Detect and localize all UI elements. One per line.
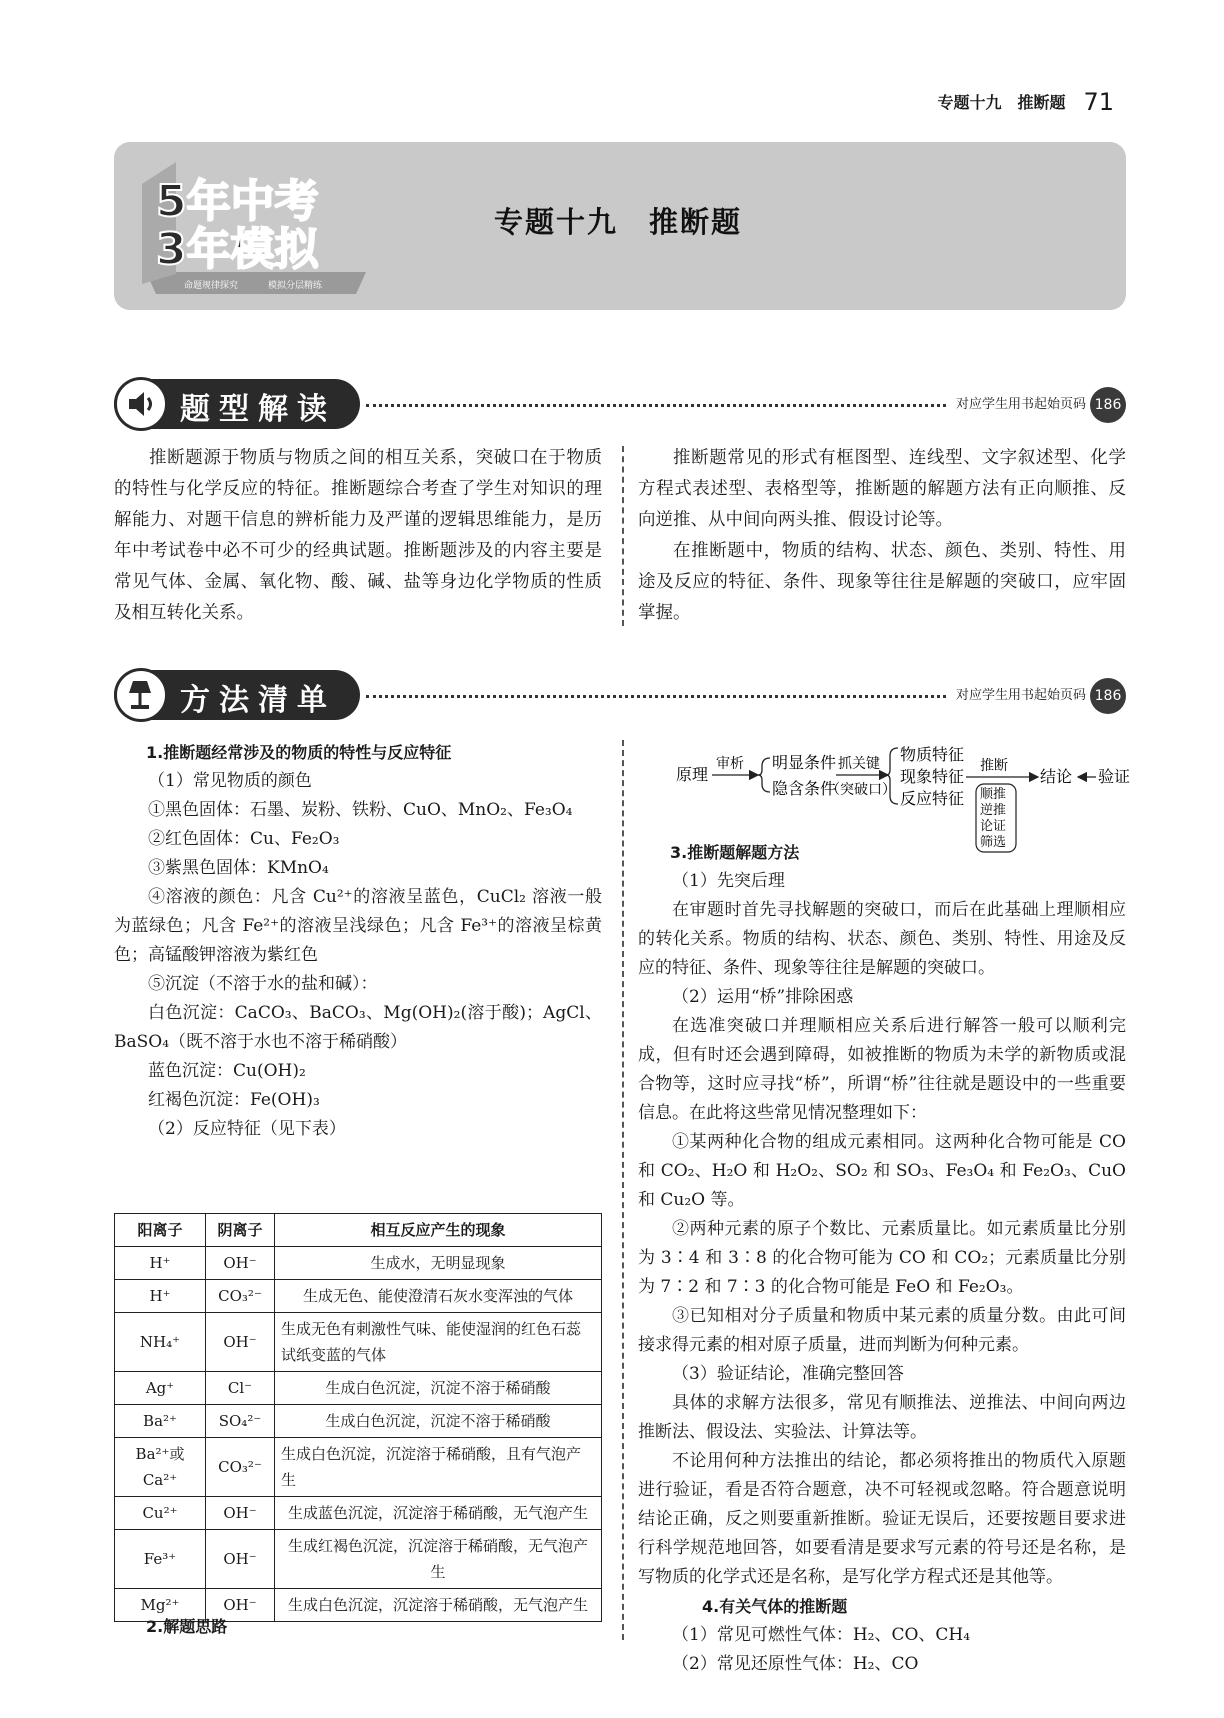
table-header-row bbox=[115, 1214, 602, 1247]
solution-colors: ④溶液的颜色：凡含 Cu²⁺的溶液呈蓝色，CuCl₂ 溶液一般为蓝绿色；凡含 Fe²⁺的溶液呈浅绿色；凡含 Fe³⁺的溶液呈棕黄色；高锰酸钾溶液为紫红色 bbox=[114, 887, 602, 965]
table-row bbox=[115, 1530, 602, 1589]
method-1-title: （1）先突后理 bbox=[672, 871, 785, 891]
phenomenon-cell: 生成水，无明显现象 bbox=[275, 1247, 602, 1280]
reducing-gases: （2）常见还原性气体：H₂、CO bbox=[672, 1654, 919, 1674]
flow-verify: 验证 bbox=[1098, 767, 1131, 786]
phenomenon-cell: 生成红褐色沉淀，沉淀溶于稀硝酸，无气泡产生 bbox=[275, 1530, 602, 1589]
phenomenon-cell: 生成白色沉淀，沉淀不溶于稀硝酸 bbox=[275, 1372, 602, 1405]
flow-feature-reaction: 反应特征 bbox=[900, 789, 965, 808]
phenomenon-cell: 生成蓝色沉淀，沉淀溶于稀硝酸，无气泡产生 bbox=[275, 1497, 602, 1530]
flow-method-screen: 筛选 bbox=[980, 835, 1007, 850]
purple-black-text: KMnO₄ bbox=[267, 858, 329, 878]
col-header-cation: 阳离子 bbox=[115, 1214, 206, 1247]
intro-left bbox=[114, 443, 602, 629]
cation-cell: Fe³⁺ bbox=[115, 1530, 206, 1589]
running-header bbox=[937, 86, 1114, 114]
cation-cell: Ag⁺ bbox=[115, 1372, 206, 1405]
white-precipitates: 白色沉淀：CaCO₃、BaCO₃、Mg(OH)₂(溶于酸)；AgCl、BaSO₄（既不溶于水也不溶于稀硝酸） bbox=[114, 1003, 602, 1052]
phenomenon-cell: 生成白色沉淀，沉淀不溶于稀硝酸 bbox=[275, 1405, 602, 1438]
phenomenon-cell: 生成白色沉淀，沉淀溶于稀硝酸，且有气泡产生 bbox=[275, 1438, 602, 1497]
column-divider bbox=[622, 446, 624, 626]
method-3-title: （3）验证结论，准确完整回答 bbox=[672, 1364, 904, 1384]
flow-breakthrough: （突破口） bbox=[826, 782, 896, 798]
bridge-1: ①某两种化合物的组成元素相同。这两种化合物可能是 CO 和 CO₂、H₂O 和 H₂O₂、SO₂ 和 SO₃、Fe₃O₄ 和 Fe₂O₃、CuO 和 Cu₂O 等。 bbox=[638, 1132, 1126, 1210]
column-divider bbox=[622, 740, 624, 1640]
purple-black-solids bbox=[114, 854, 602, 883]
method-2-text: 在选准突破口并理顺相应关系后进行解答一般可以顺利完成，但有时还会遇到障碍，如被推断的物质为未学的新物质或混合物等，这时应寻找“桥”，所谓“桥”往往就是题设中的一些重要信息。在此将这些常见情况整理如下： bbox=[638, 1016, 1126, 1123]
heading-2: 2.解题思路 bbox=[146, 1617, 228, 1636]
right-column bbox=[638, 838, 1126, 1679]
intro-right-p2: 在推断题中，物质的结构、状态、颜色、类别、特性、用途及反应的特征、条件、现象等往往是解题的突破口，应牢固掌握。 bbox=[638, 541, 1126, 623]
flow-cond-hidden: 隐含条件 bbox=[772, 779, 837, 798]
anion-cell: OH⁻ bbox=[206, 1589, 275, 1622]
table-row bbox=[115, 1438, 602, 1497]
lamp-icon bbox=[114, 668, 168, 722]
red-solids-text: Cu、Fe₂O₃ bbox=[250, 829, 340, 849]
black-solids bbox=[114, 796, 602, 825]
chapter-title: 专题十九 推断题 bbox=[494, 205, 743, 239]
black-solids-label: ①黑色固体： bbox=[148, 800, 250, 820]
flow-infer: 推断 bbox=[980, 758, 1008, 774]
black-solids-text: 石墨、炭粉、铁粉、CuO、MnO₂、Fe₃O₄ bbox=[250, 800, 573, 820]
precipitates-heading: ⑤沉淀（不溶于水的盐和碱）： bbox=[148, 974, 378, 994]
anion-cell: Cl⁻ bbox=[206, 1372, 275, 1405]
table-row bbox=[115, 1405, 602, 1438]
cation-cell: Cu²⁺ bbox=[115, 1497, 206, 1530]
speaker-icon bbox=[114, 377, 168, 431]
bridge-3: ③已知相对分子质量和物质中某元素的质量分数。由此可间接求得元素的相对原子质量，进而判断为何种元素。 bbox=[638, 1306, 1126, 1355]
chapter-banner bbox=[114, 142, 1126, 310]
intro-right-p1: 推断题常见的形式有框图型、连线型、文字叙述型、化学方程式表述型、表格型等，推断题的解题方法有正向顺推、反向逆推、从中间向两头推、假设讨论等。 bbox=[638, 448, 1126, 530]
table-row bbox=[115, 1372, 602, 1405]
cation-cell: H⁺ bbox=[115, 1247, 206, 1280]
col-header-anion: 阴离子 bbox=[206, 1214, 275, 1247]
logo-line1: 5年中考 bbox=[156, 176, 319, 227]
blue-precipitate: 蓝色沉淀：Cu(OH)₂ bbox=[148, 1061, 306, 1081]
book-logo bbox=[136, 154, 386, 304]
method-3-text-1: 具体的求解方法很多，常见有顺推法、逆推法、中间向两边推断法、假设法、实验法、计算法等。 bbox=[638, 1393, 1126, 1442]
section-title: 方法清单 bbox=[180, 683, 336, 718]
subheading-colors: （1）常见物质的颜色 bbox=[148, 771, 312, 791]
flow-step-examine: 审析 bbox=[716, 756, 744, 772]
header-topic: 专题十九 推断题 bbox=[937, 93, 1066, 112]
flow-feature-phenomenon: 现象特征 bbox=[900, 767, 965, 786]
col-header-phenomenon: 相互反应产生的现象 bbox=[275, 1214, 602, 1247]
anion-cell: OH⁻ bbox=[206, 1497, 275, 1530]
table-row bbox=[115, 1497, 602, 1530]
flow-feature-substance: 物质特征 bbox=[900, 745, 965, 764]
cation-cell: Mg²⁺ bbox=[115, 1589, 206, 1622]
left-column bbox=[114, 738, 602, 1144]
ref-text: 对应学生用书起始页码 bbox=[955, 688, 1086, 703]
method-2-title: （2）运用“桥”排除困惑 bbox=[672, 987, 854, 1007]
reaction-table bbox=[114, 1213, 602, 1622]
heading-3: 3.推断题解题方法 bbox=[670, 843, 800, 862]
purple-black-label: ③紫黑色固体： bbox=[148, 858, 267, 878]
section-header-reading bbox=[114, 377, 1126, 431]
cation-cell: H⁺ bbox=[115, 1280, 206, 1313]
subheading-reactions: （2）反应特征（见下表） bbox=[148, 1119, 346, 1139]
table-row bbox=[115, 1247, 602, 1280]
table-row bbox=[115, 1280, 602, 1313]
flow-method-backward: 逆推 bbox=[980, 803, 1007, 818]
cation-cell: Ba²⁺或 Ca²⁺ bbox=[115, 1438, 206, 1497]
redbrown-precipitate: 红褐色沉淀：Fe(OH)₃ bbox=[148, 1090, 320, 1110]
ref-page-badge: 186 bbox=[1090, 387, 1126, 423]
ref-text: 对应学生用书起始页码 bbox=[955, 397, 1086, 412]
flow-method-forward: 顺推 bbox=[980, 787, 1007, 802]
anion-cell: CO₃²⁻ bbox=[206, 1280, 275, 1313]
anion-cell: CO₃²⁻ bbox=[206, 1438, 275, 1497]
anion-cell: SO₄²⁻ bbox=[206, 1405, 275, 1438]
cation-cell: Ba²⁺ bbox=[115, 1405, 206, 1438]
section-title: 题型解读 bbox=[180, 392, 336, 427]
red-solids bbox=[114, 825, 602, 854]
method-1-text: 在审题时首先寻找解题的突破口，而后在此基础上理顺相应的转化关系。物质的结构、状态、颜色、类别、特性、用途及反应的特征、条件、现象等往往是解题的突破口。 bbox=[638, 900, 1126, 978]
flow-start: 原理 bbox=[676, 765, 709, 784]
flow-grab-key: 抓关键 bbox=[838, 756, 880, 772]
section-header-methods bbox=[114, 668, 1126, 722]
cation-cell: NH₄⁺ bbox=[115, 1313, 206, 1372]
logo-tag2: 模拟分层精练 bbox=[268, 281, 323, 291]
intro-left-paragraph: 推断题源于物质与物质之间的相互关系，突破口在于物质的特性与化学反应的特征。推断题综合考查了学生对知识的理解能力、对题干信息的辨析能力及严谨的逻辑思维能力，是历年中考试卷中必不可少的经典试题。推断题涉及的内容主要是常见气体、金属、氧化物、酸、碱、盐等身边化学物质的性质及相互转化关系。 bbox=[114, 448, 602, 623]
phenomenon-cell: 生成白色沉淀，沉淀溶于稀硝酸，无气泡产生 bbox=[275, 1589, 602, 1622]
dotted-leader bbox=[366, 404, 946, 407]
heading-1: 1.推断题经常涉及的物质的特性与反应特征 bbox=[146, 743, 452, 762]
phenomenon-cell: 生成无色、能使澄清石灰水变浑浊的气体 bbox=[275, 1280, 602, 1313]
left-column-bottom bbox=[114, 1612, 602, 1641]
heading-4: 4.有关气体的推断题 bbox=[702, 1597, 848, 1616]
ref-page-badge: 186 bbox=[1090, 678, 1126, 714]
anion-cell: OH⁻ bbox=[206, 1530, 275, 1589]
flow-conclusion: 结论 bbox=[1040, 767, 1073, 786]
method-3-text-2: 不论用何种方法推出的结论，都必须将推出的物质代入原题进行验证，看是否符合题意，决不可轻视或忽略。符合题意说明结论正确，反之则要重新推断。验证无误后，还要按题目要求进行科学规范地回答，如要看清是要求写元素的符号还是名称，是写物质的化学式还是名称，是写化学方程式还是其他等。 bbox=[638, 1451, 1126, 1587]
logo-line2: 3年模拟 bbox=[156, 224, 319, 275]
page-number: 71 bbox=[1083, 88, 1114, 116]
flow-method-argue: 论证 bbox=[980, 819, 1007, 834]
dotted-leader bbox=[366, 695, 946, 698]
intro-right bbox=[638, 443, 1126, 629]
table-row bbox=[115, 1313, 602, 1372]
phenomenon-cell: 生成无色有刺激性气味、能使湿润的红色石蕊试纸变蓝的气体 bbox=[275, 1313, 602, 1372]
red-solids-label: ②红色固体： bbox=[148, 829, 250, 849]
flow-cond-obvious: 明显条件 bbox=[772, 753, 837, 772]
anion-cell: OH⁻ bbox=[206, 1313, 275, 1372]
anion-cell: OH⁻ bbox=[206, 1247, 275, 1280]
logo-tag1: 命题规律探究 bbox=[184, 281, 239, 291]
bridge-2: ②两种元素的原子个数比、元素质量比。如元素质量比分别为 3∶4 和 3∶8 的化合物可能为 CO 和 CO₂；元素质量比分别为 7∶2 和 7∶3 的化合物可能是 FeO 和 Fe₂O₃。 bbox=[638, 1219, 1126, 1297]
combustible-gases: （1）常见可燃性气体：H₂、CO、CH₄ bbox=[672, 1625, 971, 1645]
